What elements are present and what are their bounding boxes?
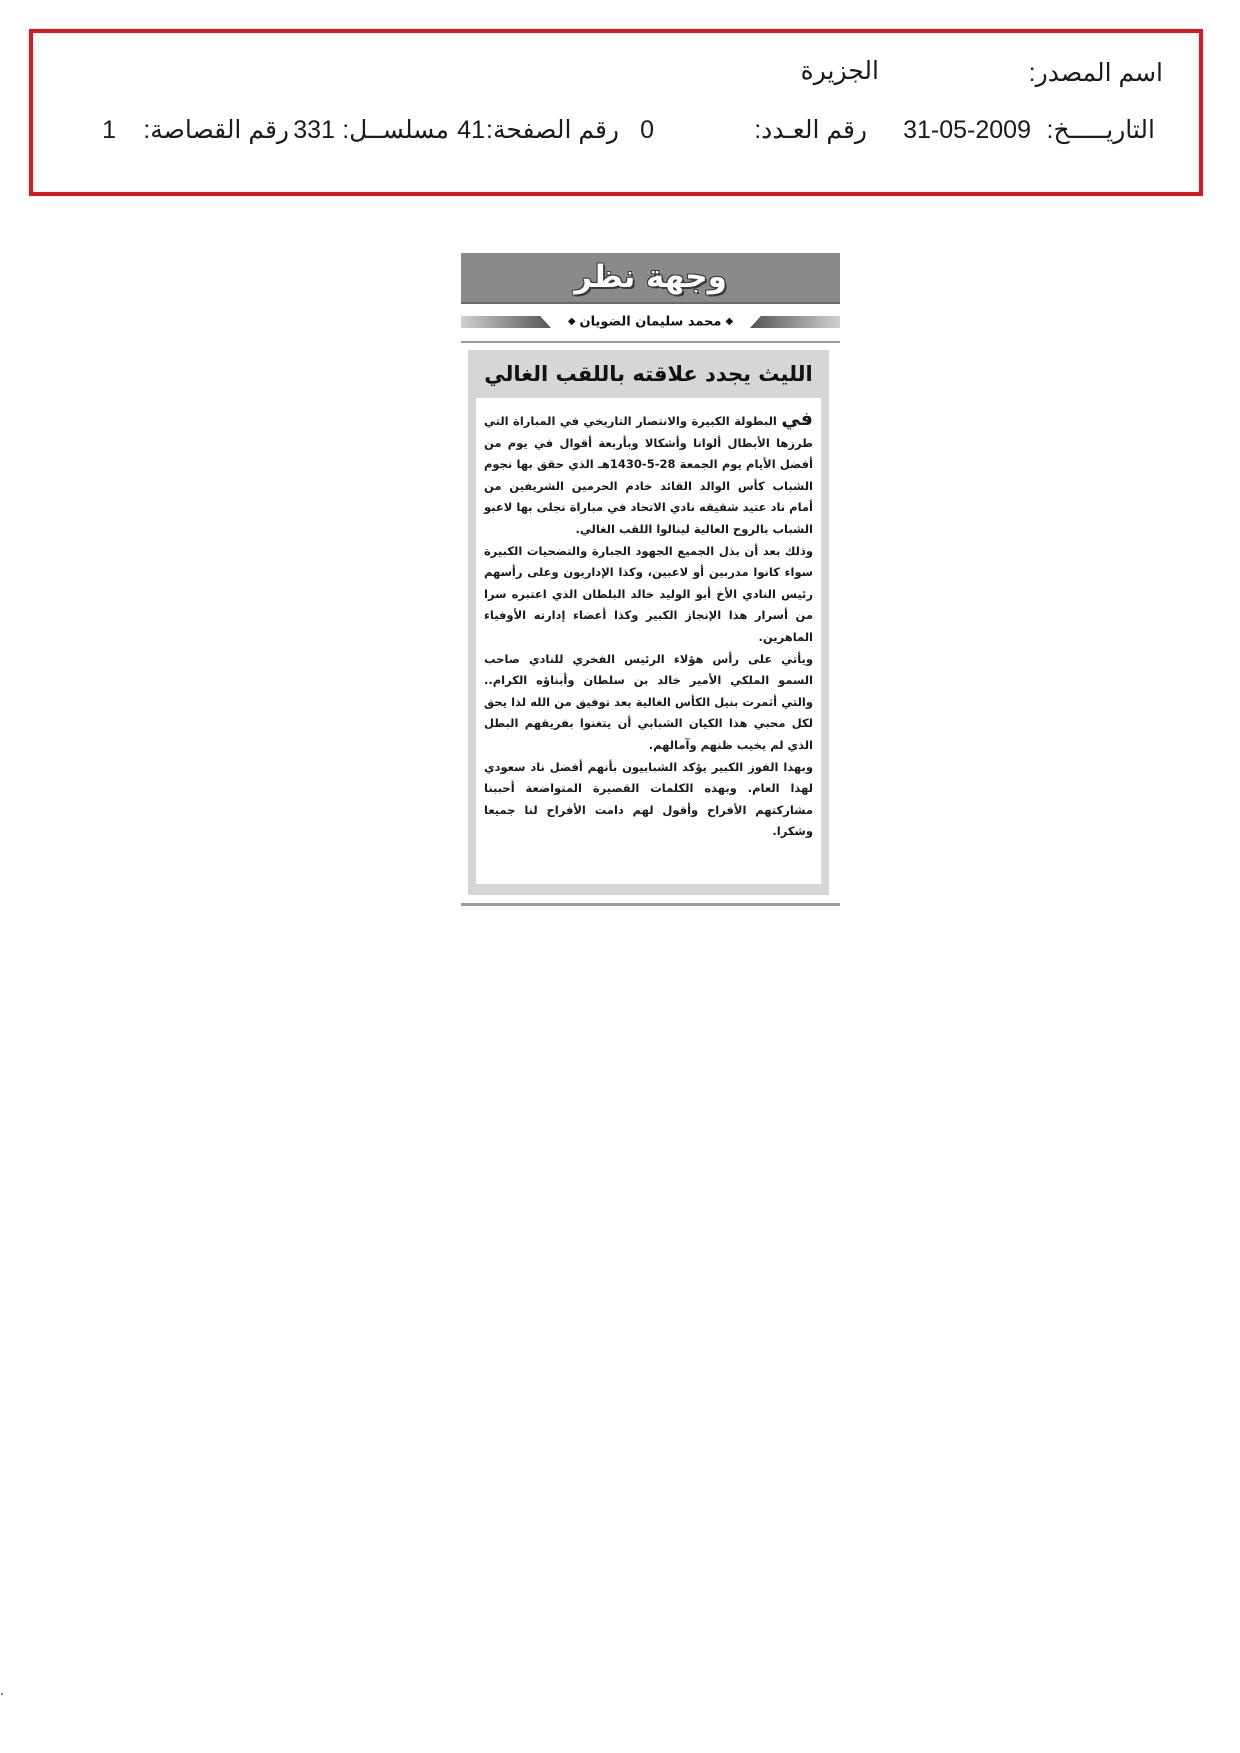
diamond-icon: ◆ <box>725 316 734 327</box>
article-paragraph: ويأتي على رأس هؤلاء الرئيس الفخري للنادي صاحب السمو الملكي الأمير خالد بن سلطان وأبناؤه الكرام.. والتي أثمرت بنيل الكأس الغالية بعد توفيق من الله لذا يحق لكل محبي هذا الكيان الشبابي أن يتغنوا بفريقهم البطل الذي لم يخيب ظنهم وآمالهم. <box>484 651 813 752</box>
issue-label: رقم العـدد: <box>754 116 867 144</box>
article-frame <box>461 341 840 906</box>
serial-label: مسلســل: <box>342 116 449 144</box>
source-value: الجزيرة <box>800 57 879 85</box>
page-label: رقم الصفحة: <box>486 116 619 144</box>
byline-decoration-right <box>750 316 840 328</box>
clip-value: 1 <box>102 116 116 144</box>
article-paragraph: وبهذا الفوز الكبير يؤكد الشبابيون بأنهم أفضل ناد سعودي لهذا العام. وبهذه الكلمات القصيرة المتواضعة أحببنا مشاركتهم الأفراح وأقول لهم دامت الأفراح لنا جميعا وشكرا. <box>484 759 813 839</box>
clip-label: رقم القصاصة: <box>143 116 289 144</box>
paragraph-text: البطولة الكبيرة والانتصار التاريخي في المباراة التي طرزها الأبطال ألوانا وأشكالا وبأربعة أقوال في يوم من أفضل الأيام يوم الجمعة 28-5-1430هـ الذي حقق بها نجوم الشباب كأس الوالد القائد خادم الحرمين الشريفين من أمام ناد عتيد شقيقه نادي الاتحاد في مباراة تجلى بها لاعبو الشباب بالروح العالية لينالوا اللقب الغالي. <box>484 414 813 536</box>
article-headline: الليث يجدد علاقته باللقب الغالي <box>484 362 813 386</box>
headline-band <box>468 350 829 398</box>
date-value: 31-05-2009 <box>903 116 1031 144</box>
article-body <box>484 410 813 843</box>
issue-value: 0 <box>640 116 654 144</box>
dropcap: في <box>781 408 813 430</box>
article-inner <box>468 350 829 895</box>
column-title-bar <box>461 253 840 304</box>
page-value: 41 <box>457 116 485 144</box>
serial-value: 331 <box>293 116 335 144</box>
author-name: محمد سليمان الضويان <box>579 314 722 330</box>
date-label: التاريـــــخ: <box>1046 116 1155 144</box>
article-paragraph <box>484 410 813 541</box>
byline-center <box>551 311 750 333</box>
newspaper-clipping <box>461 253 840 906</box>
article-paragraph: وذلك بعد أن بذل الجميع الجهود الجبارة والتضحيات الكبيرة سواء كانوا مدربين أو لاعبين، وكذا الإداريون وعلى رأسهم رئيس النادي الأخ أبو الوليد خالد البلطان الذي اعتبره سرا من أسرار هذا الإنجاز الكبير وكذا أعضاء إدارته الأوفياء الماهرين. <box>484 543 813 644</box>
article-body-panel <box>476 398 821 884</box>
column-title: وجهة نظر <box>574 259 727 295</box>
source-label: اسم المصدر: <box>1028 59 1163 87</box>
metadata-box <box>29 29 1203 196</box>
byline <box>461 311 840 333</box>
byline-decoration-left <box>461 316 551 328</box>
diamond-icon: ◆ <box>567 316 576 327</box>
scan-speck <box>1 1693 3 1695</box>
